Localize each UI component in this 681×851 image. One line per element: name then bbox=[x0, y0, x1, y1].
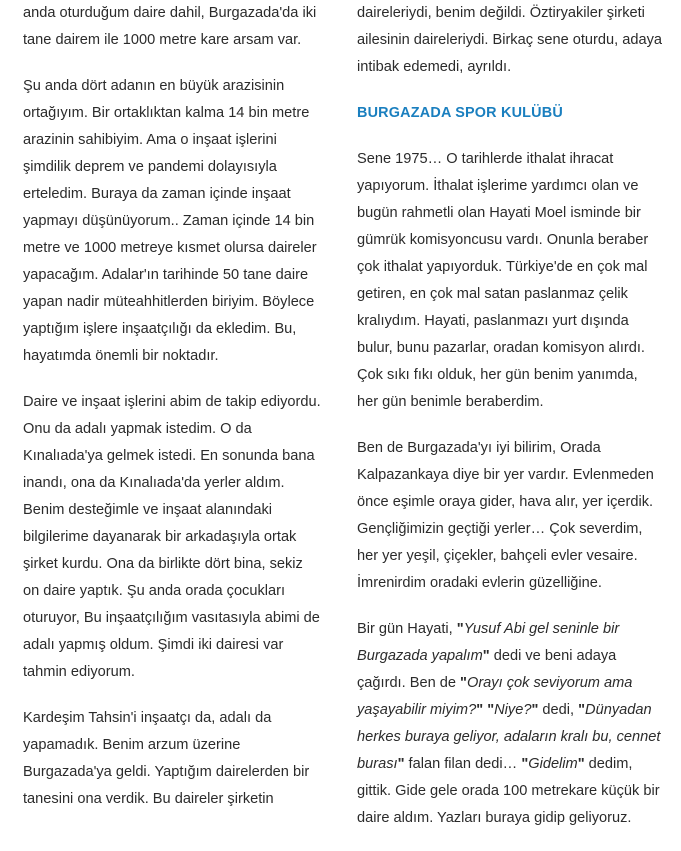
left-column bbox=[23, 0, 323, 832]
paragraph: daireleriydi, benim değildi. Öztiryakiler şirketi ailesinin daireleriydi. Birkaç sene oturdu, adaya intibak edemedi, ayrıldı. bbox=[357, 5, 663, 75]
text-run: dedi, bbox=[538, 702, 579, 718]
paragraph: Ben de Burgazada'yı iyi bilirim, Orada Kalpazankaya diye bir yer vardır. Evlenmeden önce eşimle oraya gider, hava alır, yer içerdik. Gençliğimizin geçtiği yerler… Çok severdim, her yer yeşil, çiçekler, bahçeli evler vesaire. İmrenirdim oradaki evlerin güzelliğine. bbox=[357, 440, 654, 591]
right-column bbox=[357, 0, 662, 851]
paragraph: Daire ve inşaat işlerini abim de takip ediyordu. Onu da adalı yapmak istedim. O da Kınalıada'ya gelmek istedi. En sonunda bana inandı, ona da Kınalıada'da yerler aldım. Benim desteğimle ve inşaat alanındaki bilgilerime dayanarak bir arkadaşıyla ortak şirket kurdu. Ona da birlikte dört bina, sekiz on daire yaptık. Şu anda orada çocukları oturuyor, Bu inşaatçılığım vasıtasıyla abimi de adalı yapmış oldum. Şimdi iki dairesi var tahmin ediyorum. bbox=[23, 394, 321, 680]
paragraph: Şu anda dört adanın en büyük arazisinin ortağıyım. Bir ortaklıktan kalma 14 bin metre arazinin sahibiyim. Ama o inşaat işlerini şimdilik deprem ve pandemi dolayısıyla erteledim. Buraya da zaman içinde inşaat yapmayı düşünüyorum.. Zaman içinde 14 bin metre ve 1000 metreye kısmet olursa daireler yapacağım. Adalar'ın tarihinde 50 tane daire yapan nadir müteahhitlerden biriyim. Böylece yaptığım işlere inşaatçılığı da ekledim. Bu, hayatımda önemli bir noktadır. bbox=[23, 78, 317, 364]
quote: "Dünyadan herkes buraya geliyor, adaların kralı bu, cennet burası" bbox=[357, 702, 661, 772]
quote: "Niye?" bbox=[487, 702, 539, 718]
section-heading: BURGAZADA SPOR KULÜBÜ bbox=[357, 105, 563, 121]
text-run: dedim, gittik. Gide gele orada 100 metrekare küçük bir daire aldım. Yazları buraya gidip geliyoruz. bbox=[357, 756, 660, 826]
text-run: Bir gün Hayati, bbox=[357, 621, 457, 637]
quote-text: Gidelim bbox=[528, 756, 578, 772]
paragraph: Sene 1975… O tarihlerde ithalat ihracat yapıyorum. İthalat işlerime yardımcı olan ve bugün rahmetli olan Hayati Moel isminde bir gümrük komisyoncusu vardı. Onunla beraber çok ithalat yapıyorduk. Türkiye'de en çok mal getiren, en çok mal satan paslanmaz çelik kralıydım. Hayati, paslanmazı yurt dışında bulur, bunu pazarlar, oradan komisyon alırdı. Çok sıkı fıkı olduk, her gün benim yanımda, her gün benimle beraberdim. bbox=[357, 151, 649, 410]
quote-text: Orayı çok seviyorum ama yaşayabilir miyim? bbox=[357, 675, 633, 718]
paragraph: anda oturduğum daire dahil, Burgazada'da iki tane dairem ile 1000 metre kare arsam var. bbox=[23, 5, 317, 48]
quote: "Yusuf Abi gel seninle bir Burgazada yapalım" bbox=[357, 621, 620, 664]
quote-text: Dünyadan herkes buraya geliyor, adaların kralı bu, cennet burası bbox=[357, 702, 661, 772]
quote: "Gidelim" bbox=[521, 756, 585, 772]
quote-text: Yusuf Abi gel seninle bir Burgazada yapalım bbox=[357, 621, 620, 664]
paragraph: Kardeşim Tahsin'i inşaatçı da, adalı da yapamadık. Benim arzum üzerine Burgazada'ya geldi. Yaptığım dairelerden bir tanesini ona verdik. Bu daireler şirketin bbox=[23, 710, 310, 807]
dialogue-paragraph bbox=[357, 616, 662, 832]
text-run: falan filan dedi… bbox=[404, 756, 522, 772]
text-run: dedi ve beni adaya çağırdı. Ben de bbox=[357, 648, 617, 691]
quote-text: Niye? bbox=[494, 702, 532, 718]
quote: "Orayı çok seviyorum ama yaşayabilir miyim?" bbox=[357, 675, 633, 718]
